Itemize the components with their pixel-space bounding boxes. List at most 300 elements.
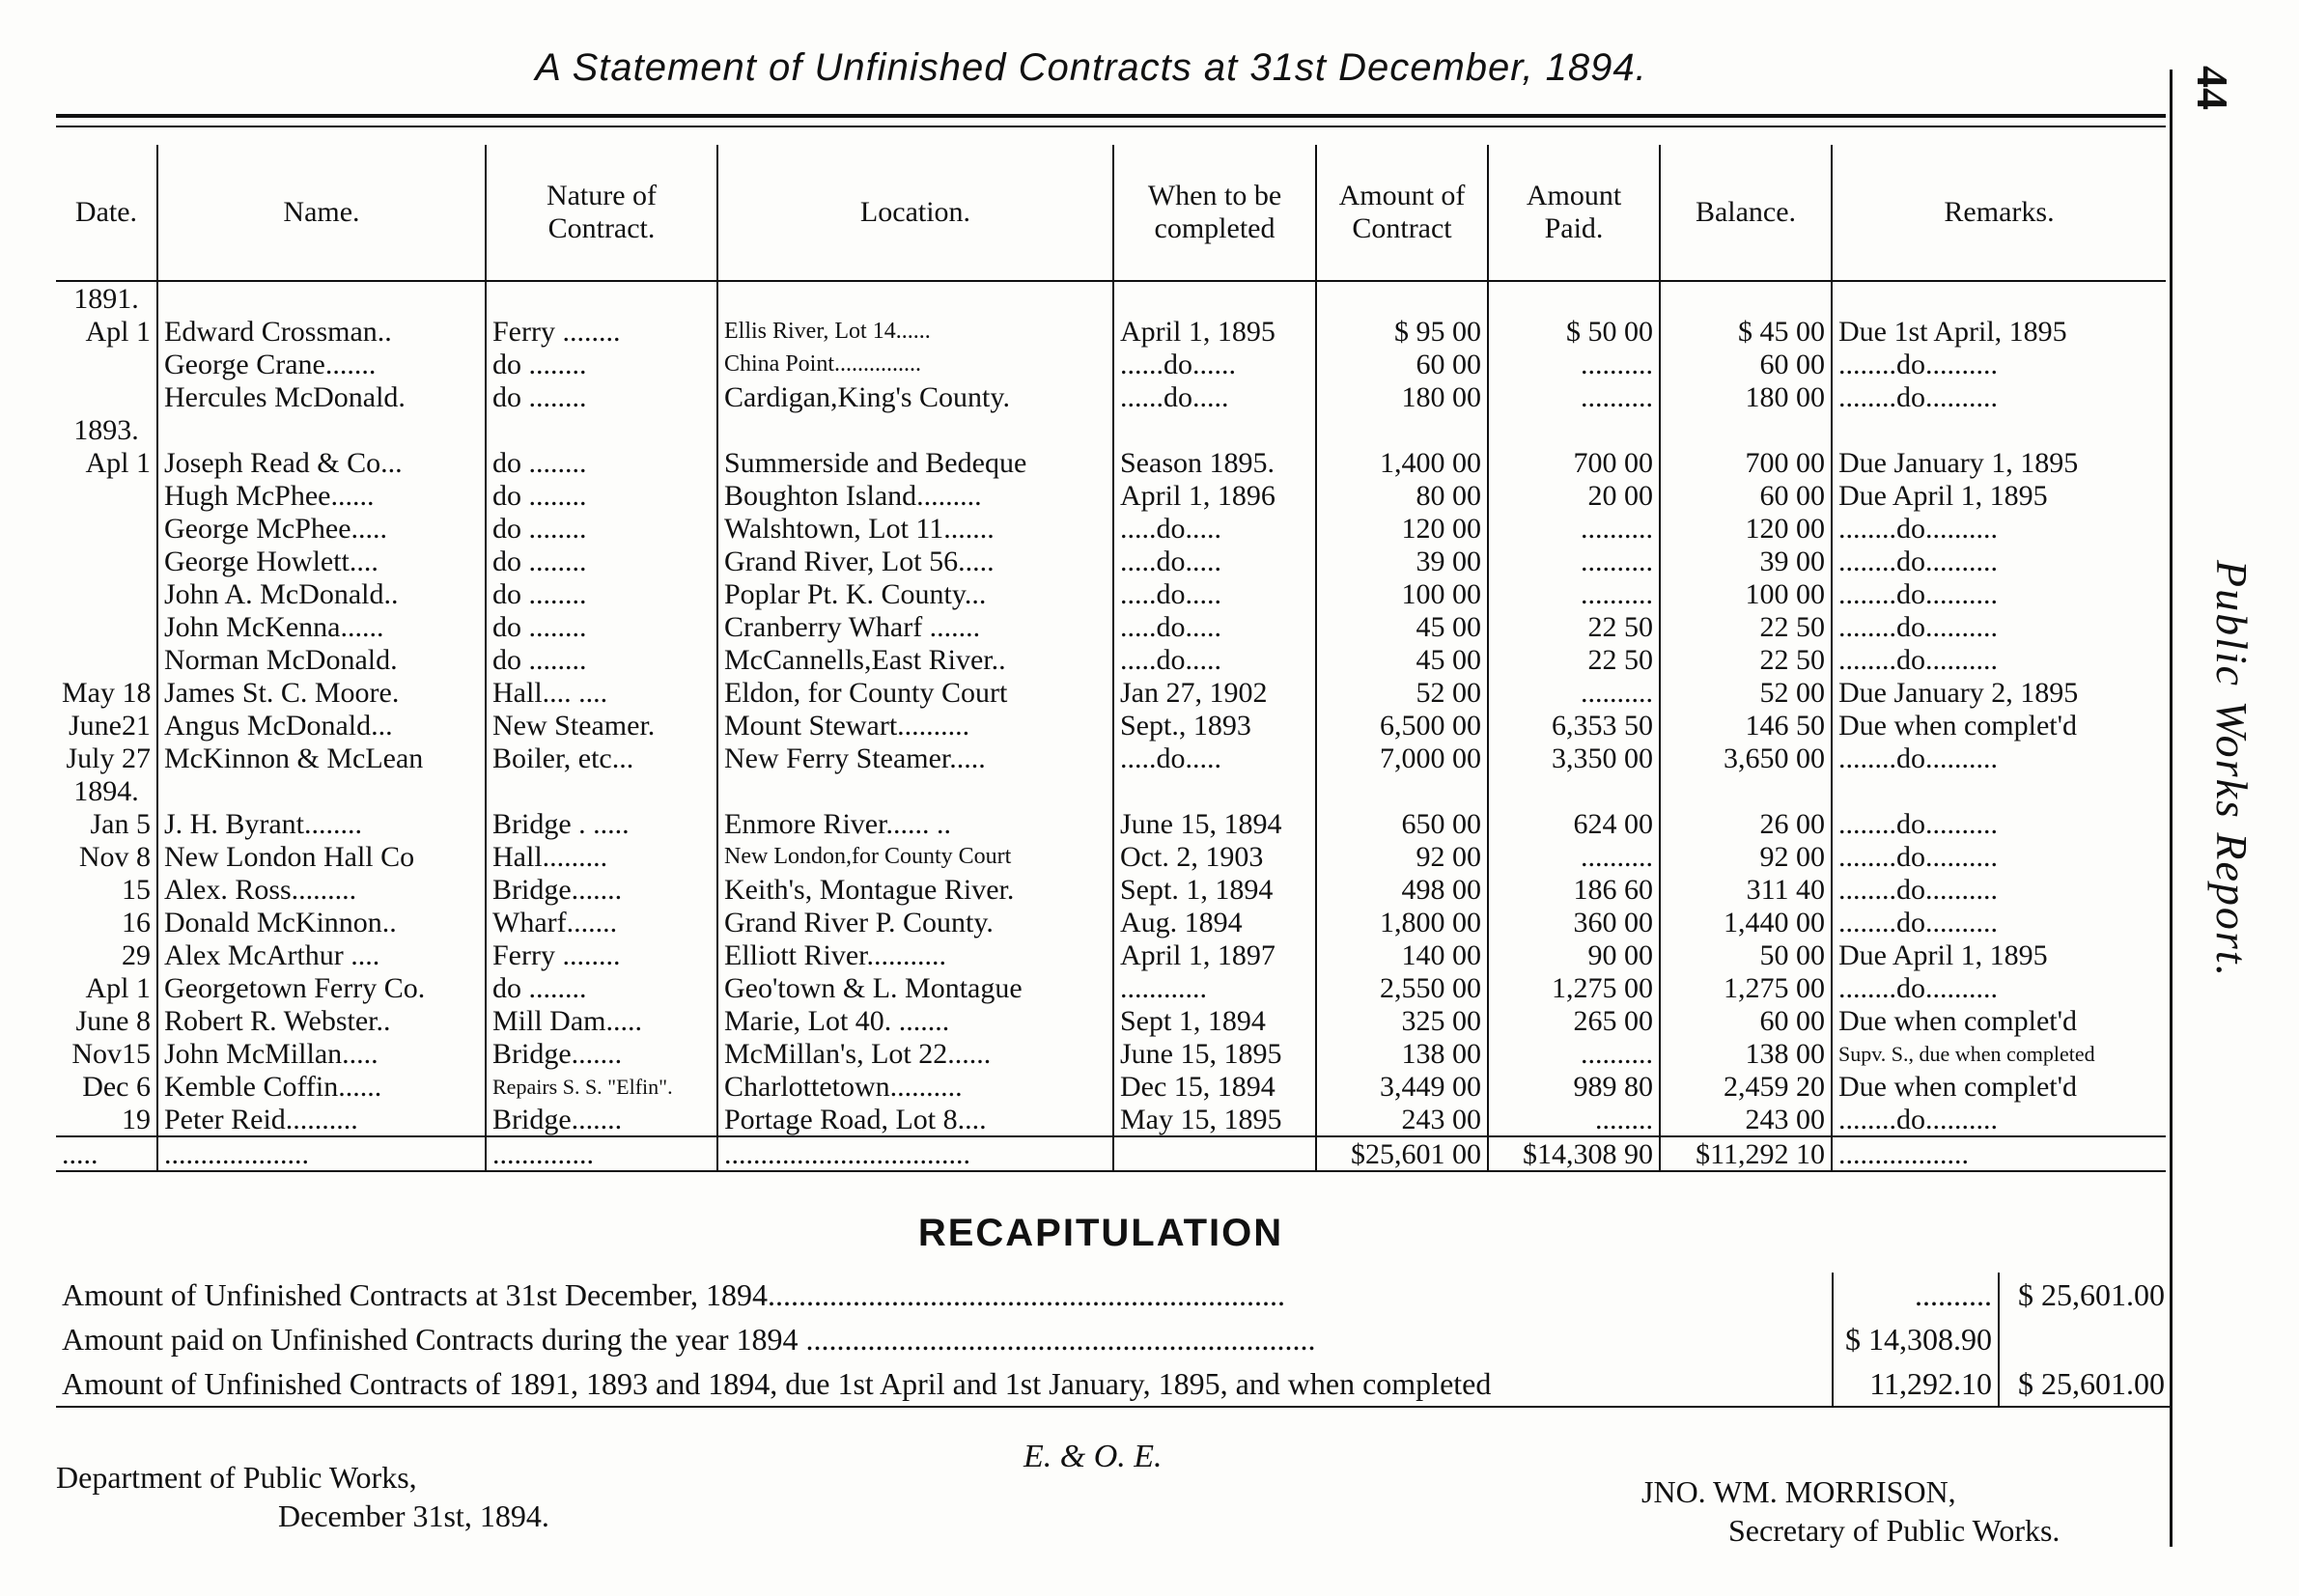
cell-empty — [717, 413, 1113, 446]
cell-name: Robert R. Webster.. — [157, 1004, 486, 1037]
cell-remarks: ........do.......... — [1832, 971, 2166, 1004]
totals-row — [56, 1136, 2166, 1171]
table-row — [56, 873, 2166, 906]
cell-empty — [1488, 281, 1660, 315]
cell-nature: Ferry ........ — [486, 315, 717, 348]
recap-subtotal: $ 14,308.90 — [1833, 1317, 1999, 1361]
cell-location: Grand River, Lot 56..... — [717, 545, 1113, 577]
cell-location: Walshtown, Lot 11....... — [717, 512, 1113, 545]
cell-nature: do ........ — [486, 610, 717, 643]
cell-empty — [1113, 413, 1316, 446]
col-remarks: Remarks. — [1832, 145, 2166, 281]
table-header — [56, 145, 2166, 281]
cell-remarks: ........do.......... — [1832, 742, 2166, 774]
cell-remarks: ........do.......... — [1832, 840, 2166, 873]
cell-empty — [486, 281, 717, 315]
recap-total: $ 25,601.00 — [1999, 1273, 2171, 1317]
signatory-title: Secretary of Public Works. — [1728, 1513, 2061, 1548]
cell-paid: .......... — [1488, 545, 1660, 577]
recap-subtotal: .......... — [1833, 1273, 1999, 1317]
cell-when: Jan 27, 1902 — [1113, 676, 1316, 709]
table-row — [56, 446, 2166, 479]
cell-when: April 1, 1895 — [1113, 315, 1316, 348]
table-row — [56, 315, 2166, 348]
cell-nature: Repairs S. S. "Elfin". — [486, 1070, 717, 1103]
cell-location: New Ferry Steamer..... — [717, 742, 1113, 774]
cell-nature: Wharf....... — [486, 906, 717, 938]
cell-name: Alex McArthur .... — [157, 938, 486, 971]
cell-amount: 6,500 00 — [1316, 709, 1488, 742]
cell-when: .....do..... — [1113, 512, 1316, 545]
cell-name: John McKenna...... — [157, 610, 486, 643]
cell-amount: 1,800 00 — [1316, 906, 1488, 938]
cell-balance: 180 00 — [1660, 380, 1832, 413]
cell-nature: do ........ — [486, 577, 717, 610]
cell-remarks: Due when complet'd — [1832, 709, 2166, 742]
signature-block — [1641, 1472, 2060, 1550]
recap-total — [1999, 1317, 2171, 1361]
cell-remarks: Supv. S., due when completed — [1832, 1037, 2166, 1070]
total-location: .................................. — [717, 1136, 1113, 1171]
cell-when: April 1, 1896 — [1113, 479, 1316, 512]
cell-nature: Hall.... .... — [486, 676, 717, 709]
cell-name: New London Hall Co — [157, 840, 486, 873]
contracts-table — [56, 145, 2166, 1172]
cell-location: Cardigan,King's County. — [717, 380, 1113, 413]
cell-when: .....do..... — [1113, 577, 1316, 610]
cell-amount: 2,550 00 — [1316, 971, 1488, 1004]
cell-remarks: ........do.......... — [1832, 545, 2166, 577]
cell-nature: do ........ — [486, 512, 717, 545]
cell-paid: 265 00 — [1488, 1004, 1660, 1037]
cell-amount: 80 00 — [1316, 479, 1488, 512]
cell-balance: 92 00 — [1660, 840, 1832, 873]
cell-location: Enmore River...... .. — [717, 807, 1113, 840]
cell-amount: 45 00 — [1316, 643, 1488, 676]
side-running-title: Public Works Report. — [2207, 560, 2257, 979]
cell-remarks: ........do.......... — [1832, 512, 2166, 545]
cell-location: Ellis River, Lot 14...... — [717, 315, 1113, 348]
cell-location: Summerside and Bedeque — [717, 446, 1113, 479]
cell-paid: .......... — [1488, 348, 1660, 380]
total-date: ..... — [56, 1136, 157, 1171]
cell-when: Season 1895. — [1113, 446, 1316, 479]
table-row — [56, 512, 2166, 545]
cell-name: Hercules McDonald. — [157, 380, 486, 413]
table-row — [56, 807, 2166, 840]
cell-balance: 146 50 — [1660, 709, 1832, 742]
table-row — [56, 380, 2166, 413]
col-balance: Balance. — [1660, 145, 1832, 281]
year-row — [56, 281, 2166, 315]
cell-name: Donald McKinnon.. — [157, 906, 486, 938]
cell-location: New London,for County Court — [717, 840, 1113, 873]
table-row — [56, 545, 2166, 577]
cell-balance: 39 00 — [1660, 545, 1832, 577]
cell-balance: $ 45 00 — [1660, 315, 1832, 348]
cell-nature: do ........ — [486, 446, 717, 479]
cell-when: Sept. 1, 1894 — [1113, 873, 1316, 906]
col-amount: Amount of Contract — [1316, 145, 1488, 281]
cell-nature: Bridge....... — [486, 873, 717, 906]
cell-location: McMillan's, Lot 22...... — [717, 1037, 1113, 1070]
table-row — [56, 676, 2166, 709]
total-when — [1113, 1136, 1316, 1171]
cell-paid: 700 00 — [1488, 446, 1660, 479]
cell-location: Grand River P. County. — [717, 906, 1113, 938]
cell-name: John McMillan..... — [157, 1037, 486, 1070]
cell-balance: 60 00 — [1660, 1004, 1832, 1037]
cell-paid: .......... — [1488, 380, 1660, 413]
cell-date: June21 — [69, 709, 151, 742]
cell-name: Angus McDonald... — [157, 709, 486, 742]
cell-amount: $ 95 00 — [1316, 315, 1488, 348]
cell-date: 16 — [122, 906, 151, 938]
cell-location: Eldon, for County Court — [717, 676, 1113, 709]
cell-name: Alex. Ross......... — [157, 873, 486, 906]
cell-nature: Ferry ........ — [486, 938, 717, 971]
col-name: Name. — [157, 145, 486, 281]
cell-paid: ........ — [1488, 1103, 1660, 1136]
cell-paid: 3,350 00 — [1488, 742, 1660, 774]
cell-date: June 8 — [75, 1004, 151, 1037]
cell-amount: 45 00 — [1316, 610, 1488, 643]
table-row — [56, 577, 2166, 610]
cell-paid: 1,275 00 — [1488, 971, 1660, 1004]
year-row — [56, 774, 2166, 807]
cell-balance: 100 00 — [1660, 577, 1832, 610]
cell-date: May 18 — [62, 676, 152, 709]
signatory-name: JNO. WM. MORRISON, — [1641, 1474, 1956, 1509]
cell-remarks: Due when complet'd — [1832, 1004, 2166, 1037]
cell-when: Sept., 1893 — [1113, 709, 1316, 742]
cell-location: Elliott River........... — [717, 938, 1113, 971]
cell-location: Portage Road, Lot 8.... — [717, 1103, 1113, 1136]
page-title: A Statement of Unfinished Contracts at 31st December, 1894. — [535, 46, 1647, 89]
cell-amount: 325 00 — [1316, 1004, 1488, 1037]
cell-location: Keith's, Montague River. — [717, 873, 1113, 906]
cell-balance: 52 00 — [1660, 676, 1832, 709]
cell-date: Dec 6 — [82, 1070, 151, 1103]
cell-empty — [1660, 281, 1832, 315]
year-label: 1894. — [73, 774, 139, 807]
cell-paid: .......... — [1488, 1037, 1660, 1070]
cell-empty — [1832, 774, 2166, 807]
cell-nature: Boiler, etc... — [486, 742, 717, 774]
cell-balance: 700 00 — [1660, 446, 1832, 479]
cell-location: Mount Stewart.......... — [717, 709, 1113, 742]
recap-table — [56, 1273, 2171, 1408]
cell-nature: do ........ — [486, 348, 717, 380]
cell-nature: New Steamer. — [486, 709, 717, 742]
cell-paid: 20 00 — [1488, 479, 1660, 512]
cell-balance: 22 50 — [1660, 610, 1832, 643]
recap-text: Amount of Unfinished Contracts of 1891, 1893 and 1894, due 1st April and 1st January, 1895, and when completed — [56, 1361, 1833, 1407]
cell-name: Kemble Coffin...... — [157, 1070, 486, 1103]
col-paid: Amount Paid. — [1488, 145, 1660, 281]
cell-nature: Mill Dam..... — [486, 1004, 717, 1037]
cell-nature: Bridge....... — [486, 1037, 717, 1070]
cell-empty — [717, 281, 1113, 315]
cell-paid: .......... — [1488, 577, 1660, 610]
cell-date: Apl 1 — [85, 446, 151, 479]
table-row — [56, 906, 2166, 938]
cell-name: Joseph Read & Co... — [157, 446, 486, 479]
table-row — [56, 610, 2166, 643]
cell-amount: 243 00 — [1316, 1103, 1488, 1136]
cell-name: George Crane....... — [157, 348, 486, 380]
cell-date — [56, 545, 157, 577]
col-when: When to be completed — [1113, 145, 1316, 281]
cell-amount: 498 00 — [1316, 873, 1488, 906]
cell-balance: 22 50 — [1660, 643, 1832, 676]
cell-date: 19 — [122, 1103, 151, 1135]
cell-remarks: Due when complet'd — [1832, 1070, 2166, 1103]
total-nature: .............. — [486, 1136, 717, 1171]
cell-balance: 311 40 — [1660, 873, 1832, 906]
table-row — [56, 938, 2166, 971]
cell-balance: 60 00 — [1660, 479, 1832, 512]
table-row — [56, 971, 2166, 1004]
cell-paid: 624 00 — [1488, 807, 1660, 840]
cell-location: Marie, Lot 40. ....... — [717, 1004, 1113, 1037]
cell-empty — [1316, 413, 1488, 446]
cell-paid: 22 50 — [1488, 610, 1660, 643]
cell-name: Georgetown Ferry Co. — [157, 971, 486, 1004]
cell-remarks: ........do.......... — [1832, 643, 2166, 676]
cell-location: Boughton Island......... — [717, 479, 1113, 512]
cell-nature: Bridge....... — [486, 1103, 717, 1136]
cell-when: Aug. 1894 — [1113, 906, 1316, 938]
cell-empty — [1660, 774, 1832, 807]
cell-paid: 6,353 50 — [1488, 709, 1660, 742]
col-nature: Nature of Contract. — [486, 145, 717, 281]
total-paid: $14,308 90 — [1488, 1136, 1660, 1171]
cell-location: Charlottetown.......... — [717, 1070, 1113, 1103]
cell-paid: $ 50 00 — [1488, 315, 1660, 348]
cell-nature: do ........ — [486, 479, 717, 512]
cell-empty — [1488, 774, 1660, 807]
cell-location: Poplar Pt. K. County... — [717, 577, 1113, 610]
cell-date — [56, 610, 157, 643]
top-rule-thick — [56, 114, 2166, 118]
cell-balance: 120 00 — [1660, 512, 1832, 545]
cell-date: July 27 — [66, 742, 151, 774]
cell-name: James St. C. Moore. — [157, 676, 486, 709]
recap-total: $ 25,601.00 — [1999, 1361, 2171, 1407]
cell-balance: 1,275 00 — [1660, 971, 1832, 1004]
cell-amount: 180 00 — [1316, 380, 1488, 413]
cell-paid: .......... — [1488, 512, 1660, 545]
cell-when: .....do..... — [1113, 610, 1316, 643]
cell-empty — [1316, 281, 1488, 315]
cell-nature: do ........ — [486, 971, 717, 1004]
cell-date: 29 — [122, 938, 151, 971]
cell-amount: 92 00 — [1316, 840, 1488, 873]
cell-amount: 52 00 — [1316, 676, 1488, 709]
cell-amount: 100 00 — [1316, 577, 1488, 610]
table-row — [56, 348, 2166, 380]
cell-date: Apl 1 — [85, 971, 151, 1004]
cell-empty — [1660, 413, 1832, 446]
total-amount: $25,601 00 — [1316, 1136, 1488, 1171]
recap-line — [56, 1361, 2171, 1407]
table-row — [56, 840, 2166, 873]
cell-name: Edward Crossman.. — [157, 315, 486, 348]
contracts-body — [56, 281, 2166, 1136]
cell-remarks: Due 1st April, 1895 — [1832, 315, 2166, 348]
cell-empty — [1113, 281, 1316, 315]
cell-name: John A. McDonald.. — [157, 577, 486, 610]
table-row — [56, 742, 2166, 774]
cell-empty — [1316, 774, 1488, 807]
cell-when: Oct. 2, 1903 — [1113, 840, 1316, 873]
department-block — [56, 1458, 549, 1535]
cell-date — [56, 348, 157, 380]
cell-paid: .......... — [1488, 840, 1660, 873]
table-row — [56, 709, 2166, 742]
cell-amount: 650 00 — [1316, 807, 1488, 840]
cell-empty — [1488, 413, 1660, 446]
recap-text: Amount paid on Unfinished Contracts during the year 1894 .................................................................. — [62, 1321, 1316, 1357]
cell-name: Hugh McPhee...... — [157, 479, 486, 512]
cell-when: April 1, 1897 — [1113, 938, 1316, 971]
cell-empty — [157, 774, 486, 807]
cell-paid: 186 60 — [1488, 873, 1660, 906]
table-row — [56, 643, 2166, 676]
cell-when: ............ — [1113, 971, 1316, 1004]
cell-balance: 60 00 — [1660, 348, 1832, 380]
cell-nature: do ........ — [486, 380, 717, 413]
cell-when: .....do..... — [1113, 742, 1316, 774]
cell-nature: Bridge . ..... — [486, 807, 717, 840]
cell-date — [56, 512, 157, 545]
cell-remarks: ........do.......... — [1832, 906, 2166, 938]
cell-location: Geo'town & L. Montague — [717, 971, 1113, 1004]
cell-balance: 2,459 20 — [1660, 1070, 1832, 1103]
total-remarks: .................. — [1832, 1136, 2166, 1171]
cell-remarks: Due April 1, 1895 — [1832, 479, 2166, 512]
cell-when: Dec 15, 1894 — [1113, 1070, 1316, 1103]
cell-empty — [1832, 413, 2166, 446]
table-row — [56, 1037, 2166, 1070]
cell-empty — [1113, 774, 1316, 807]
cell-when: May 15, 1895 — [1113, 1103, 1316, 1136]
cell-empty — [157, 413, 486, 446]
table-row — [56, 479, 2166, 512]
recap-text: Amount of Unfinished Contracts at 31st December, 1894................................................................... — [62, 1276, 1286, 1312]
cell-when: ......do...... — [1113, 348, 1316, 380]
total-name: .................... — [157, 1136, 486, 1171]
cell-balance: 26 00 — [1660, 807, 1832, 840]
cell-empty — [157, 281, 486, 315]
cell-date: 15 — [122, 873, 151, 906]
cell-remarks: ........do.......... — [1832, 610, 2166, 643]
cell-paid: 360 00 — [1488, 906, 1660, 938]
cell-empty — [486, 774, 717, 807]
year-label: 1893. — [73, 413, 139, 446]
year-label: 1891. — [73, 282, 139, 315]
cell-balance: 3,650 00 — [1660, 742, 1832, 774]
cell-when: Sept 1, 1894 — [1113, 1004, 1316, 1037]
cell-remarks: Due January 1, 1895 — [1832, 446, 2166, 479]
cell-location: McCannells,East River.. — [717, 643, 1113, 676]
cell-date: Nov 8 — [78, 840, 151, 873]
cell-empty — [717, 774, 1113, 807]
col-date: Date. — [56, 145, 157, 281]
cell-location: Cranberry Wharf ....... — [717, 610, 1113, 643]
cell-balance: 243 00 — [1660, 1103, 1832, 1136]
col-location: Location. — [717, 145, 1113, 281]
cell-remarks: Due April 1, 1895 — [1832, 938, 2166, 971]
cell-empty — [1832, 281, 2166, 315]
cell-paid: 989 80 — [1488, 1070, 1660, 1103]
cell-name: George Howlett.... — [157, 545, 486, 577]
top-rule-thin — [56, 126, 2166, 127]
table-row — [56, 1103, 2166, 1136]
cell-amount: 7,000 00 — [1316, 742, 1488, 774]
cell-balance: 138 00 — [1660, 1037, 1832, 1070]
cell-amount: 3,449 00 — [1316, 1070, 1488, 1103]
cell-location: China Point............... — [717, 348, 1113, 380]
cell-amount: 1,400 00 — [1316, 446, 1488, 479]
cell-empty — [486, 413, 717, 446]
total-balance: $11,292 10 — [1660, 1136, 1832, 1171]
cell-remarks: ........do.......... — [1832, 1103, 2166, 1136]
cell-when: ......do..... — [1113, 380, 1316, 413]
cell-paid: .......... — [1488, 676, 1660, 709]
cell-date — [56, 479, 157, 512]
cell-date — [56, 577, 157, 610]
cell-amount: 138 00 — [1316, 1037, 1488, 1070]
cell-date: Nov15 — [71, 1037, 151, 1070]
cell-when: .....do..... — [1113, 643, 1316, 676]
recap-subtotal: 11,292.10 — [1833, 1361, 1999, 1407]
recap-heading: RECAPITULATION — [917, 1212, 1284, 1254]
table-row — [56, 1004, 2166, 1037]
cell-amount: 39 00 — [1316, 545, 1488, 577]
department-name: Department of Public Works, — [56, 1460, 417, 1495]
cell-date — [56, 643, 157, 676]
cell-name: J. H. Byrant........ — [157, 807, 486, 840]
cell-date: Jan 5 — [90, 807, 151, 840]
cell-amount: 140 00 — [1316, 938, 1488, 971]
cell-remarks: ........do.......... — [1832, 380, 2166, 413]
cell-date: Apl 1 — [85, 315, 151, 348]
cell-remarks: ........do.......... — [1832, 348, 2166, 380]
cell-when: June 15, 1895 — [1113, 1037, 1316, 1070]
recap-line — [56, 1317, 2171, 1361]
errors-omissions-note: E. & O. E. — [1023, 1439, 1163, 1474]
cell-remarks: ........do.......... — [1832, 807, 2166, 840]
recap-line — [56, 1273, 2171, 1317]
year-row — [56, 413, 2166, 446]
cell-remarks: ........do.......... — [1832, 873, 2166, 906]
cell-nature: Hall......... — [486, 840, 717, 873]
cell-date — [56, 380, 157, 413]
cell-remarks: Due January 2, 1895 — [1832, 676, 2166, 709]
cell-remarks: ........do.......... — [1832, 577, 2166, 610]
cell-paid: 90 00 — [1488, 938, 1660, 971]
cell-when: June 15, 1894 — [1113, 807, 1316, 840]
cell-nature: do ........ — [486, 643, 717, 676]
cell-when: .....do..... — [1113, 545, 1316, 577]
cell-name: Norman McDonald. — [157, 643, 486, 676]
cell-paid: 22 50 — [1488, 643, 1660, 676]
cell-name: McKinnon & McLean — [157, 742, 486, 774]
cell-name: George McPhee..... — [157, 512, 486, 545]
table-row — [56, 1070, 2166, 1103]
